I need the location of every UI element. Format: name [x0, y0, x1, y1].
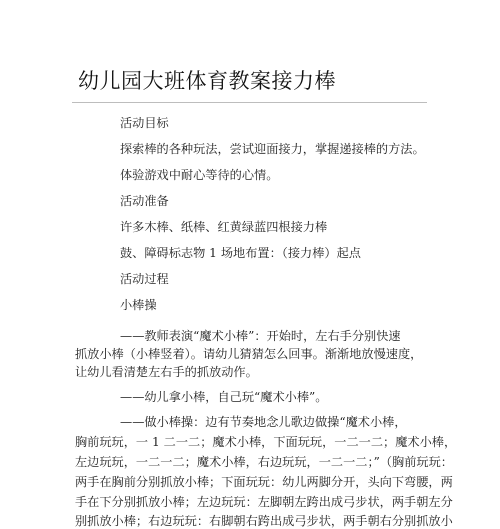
paragraph-line: 左边玩玩，一二一二；魔术小棒，右边玩玩，一二一二；”（胸前玩玩： — [75, 455, 453, 469]
section-heading-preparation: 活动准备 — [120, 194, 169, 208]
document-title: 幼儿园大班体育教案接力棒 — [78, 69, 336, 93]
paragraph-line: ——幼儿拿小棒，自己玩“魔术小棒”。 — [120, 390, 328, 404]
preparation-line-2: 鼓、障碍标志物 1 场地布置：（接力棒）起点 — [120, 246, 361, 260]
paragraph-line: 手在下分别抓放小棒；左边玩玩：左脚朝左跨出成弓步状，两手朝左分 — [75, 495, 453, 509]
paragraph-line: 胸前玩玩，一 1 二一二；魔术小棒，下面玩玩，一二一二；魔术小棒， — [75, 435, 457, 449]
paragraph-line: ——做小棒操：边有节奏地念儿歌边做操“魔术小棒， — [120, 415, 407, 429]
preparation-line-1: 许多木棒、纸棒、红黄绿蓝四根接力棒 — [120, 220, 328, 234]
paragraph-line: 让幼儿看清楚左右手的抓放动作。 — [75, 365, 258, 379]
title-divider — [72, 102, 427, 103]
paragraph-line: ——教师表演“魔术小棒”：开始时，左右手分别快速 — [120, 329, 401, 343]
subsection-heading-stick-exercise: 小棒操 — [120, 298, 157, 312]
section-heading-process: 活动过程 — [120, 272, 169, 286]
goal-line-1: 探索棒的各种玩法，尝试迎面接力，掌握递接棒的方法。 — [120, 142, 425, 156]
section-heading-goals: 活动目标 — [120, 116, 169, 130]
paragraph-line: 两手在胸前分别抓放小棒；下面玩玩：幼儿两脚分开，头向下弯腰，两 — [75, 475, 453, 489]
paragraph-line: 别抓放小棒；右边玩玩：右脚朝右跨出成弓步状，两手朝右分别抓放小 — [75, 514, 453, 528]
goal-line-2: 体验游戏中耐心等待的心情。 — [120, 168, 279, 182]
paragraph-line: 抓放小棒（小棒竖着）。请幼儿猜猜怎么回事。渐渐地放慢速度， — [75, 347, 423, 361]
